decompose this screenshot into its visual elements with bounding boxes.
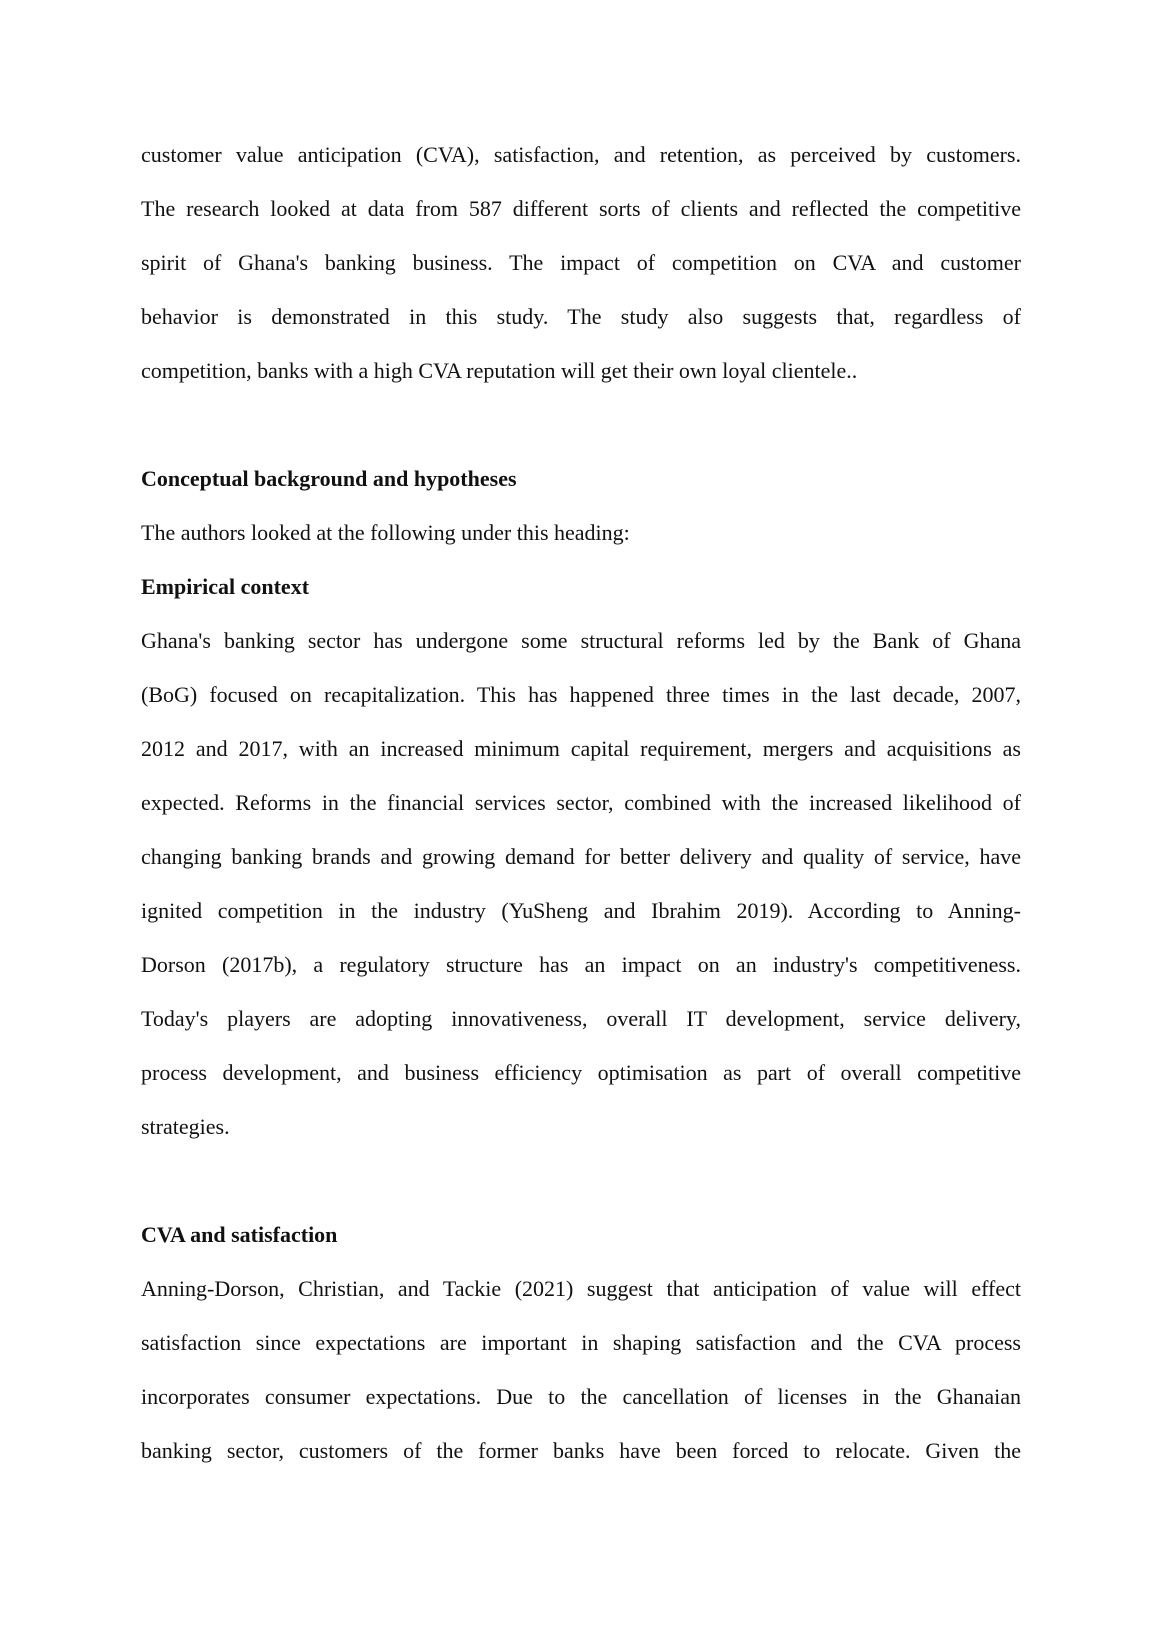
cva-line: satisfaction since expectations are important in shaping satisfaction and the CVA process	[141, 1330, 1021, 1355]
section-gap	[141, 398, 1021, 452]
intro-line: spirit of Ghana's banking business. The impact of competition on CVA and customer	[141, 250, 1021, 275]
intro-line: The research looked at data from 587 different sorts of clients and reflected the competitive	[141, 196, 1021, 221]
empirical-line: Today's players are adopting innovativeness, overall IT development, service delivery,	[141, 1006, 1021, 1031]
empirical-line: expected. Reforms in the financial services sector, combined with the increased likelihood of	[141, 790, 1021, 815]
section-gap	[141, 1154, 1021, 1208]
conceptual-heading: Conceptual background and hypotheses	[141, 466, 517, 491]
empirical-line: ignited competition in the industry (YuSheng and Ibrahim 2019). According to Anning-	[141, 898, 1021, 923]
empirical-line: changing banking brands and growing demand for better delivery and quality of service, have	[141, 844, 1021, 869]
intro-paragraph	[141, 128, 1021, 398]
cva-line: banking sector, customers of the former banks have been forced to relocate. Given the	[141, 1438, 1021, 1463]
empirical-line: 2012 and 2017, with an increased minimum capital requirement, mergers and acquisitions as	[141, 736, 1021, 761]
empirical-line: strategies.	[141, 1114, 230, 1139]
empirical-line: process development, and business efficiency optimisation as part of overall competitive	[141, 1060, 1021, 1085]
cva-heading: CVA and satisfaction	[141, 1222, 338, 1247]
cva-line: Anning-Dorson, Christian, and Tackie (2021) suggest that anticipation of value will effect	[141, 1276, 1021, 1301]
conceptual-text: The authors looked at the following under this heading:	[141, 520, 630, 545]
empirical-line: Dorson (2017b), a regulatory structure has an impact on an industry's competitiveness.	[141, 952, 1021, 977]
empirical-line: (BoG) focused on recapitalization. This has happened three times in the last decade, 2007,	[141, 682, 1021, 707]
document-page	[141, 128, 1021, 1478]
empirical-paragraph	[141, 614, 1021, 1154]
cva-paragraph	[141, 1262, 1021, 1478]
cva-line: incorporates consumer expectations. Due to the cancellation of licenses in the Ghanaian	[141, 1384, 1021, 1409]
intro-line: behavior is demonstrated in this study. The study also suggests that, regardless of	[141, 304, 1021, 329]
empirical-line: Ghana's banking sector has undergone some structural reforms led by the Bank of Ghana	[141, 628, 1021, 653]
intro-line: customer value anticipation (CVA), satisfaction, and retention, as perceived by customers.	[141, 142, 1021, 167]
intro-line: competition, banks with a high CVA reputation will get their own loyal clientele..	[141, 358, 858, 383]
empirical-heading: Empirical context	[141, 574, 310, 599]
